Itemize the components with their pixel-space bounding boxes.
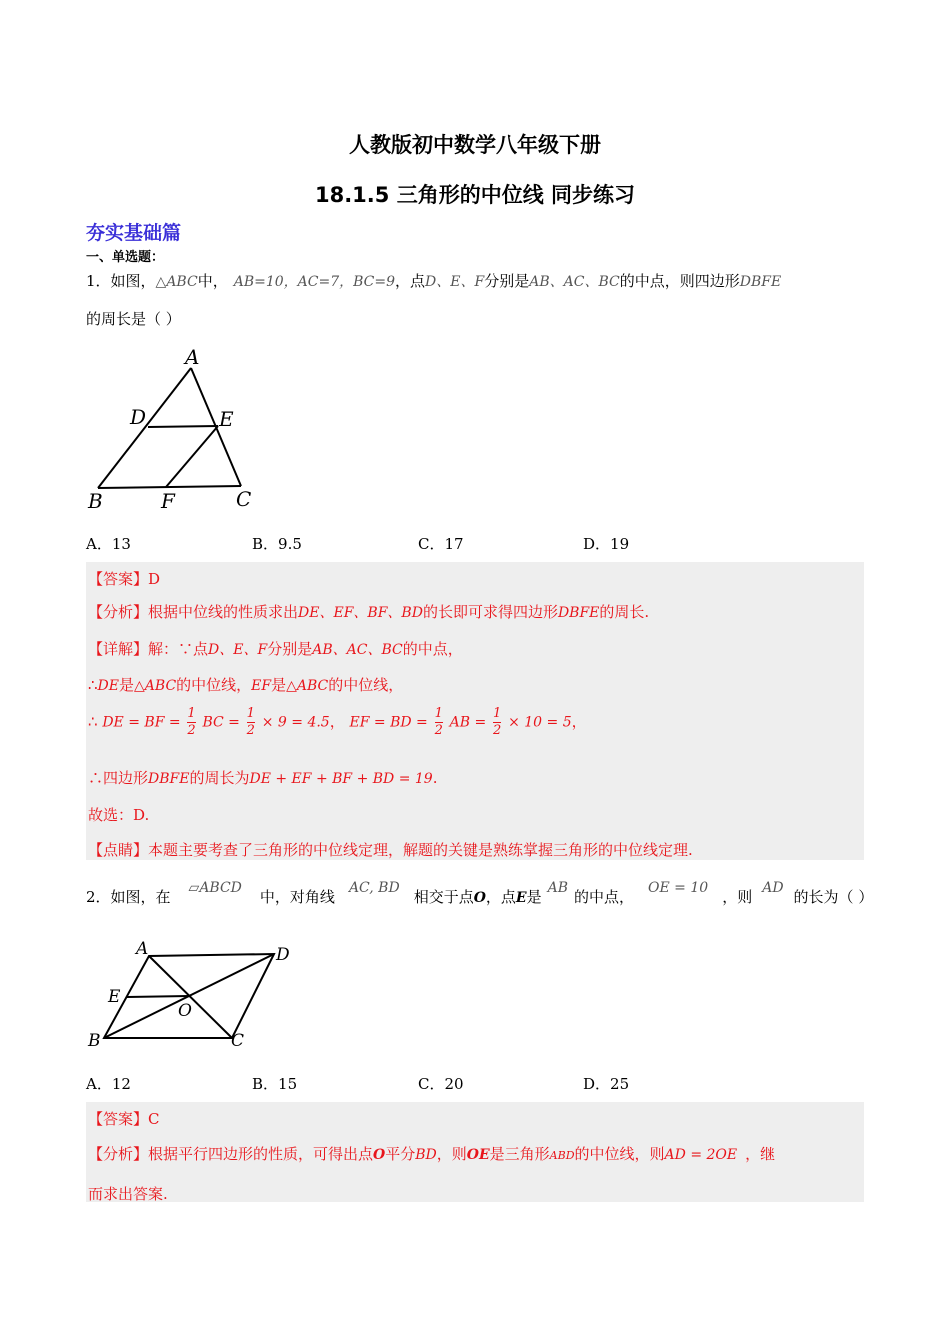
q2-stem: 2．如图，在 ▱ABCD 中，对角线 AC, BD 相交于点O，点E是 AB 的中点， OE = 10 ，则 AD 的长为（ ） (86, 880, 874, 906)
fraction-one-half: $\frac{1}{2}$ (434, 706, 443, 738)
q1-option-d[interactable]: D．19 (583, 535, 630, 553)
q1-text: 分别是 (484, 272, 530, 290)
q2-analysis-line2: 而求出答案. (88, 1185, 168, 1203)
q1-values: AB=10，AC=7，BC=9 (233, 274, 396, 290)
fraction-one-half: $\frac{1}{2}$ (246, 706, 255, 738)
label-d: D (276, 945, 290, 965)
q1-detail-line1: 【详解】解：∵点D、E、F分别是AB、AC、BC的中点， (88, 640, 463, 658)
label-b: B (88, 489, 103, 513)
label-e: E (108, 987, 121, 1007)
label-o: O (178, 1001, 192, 1021)
q2-option-a[interactable]: A．12 (86, 1075, 131, 1093)
q2-answer: 【答案】C (88, 1110, 160, 1128)
segment-de (148, 426, 218, 427)
q1-detail-line4: ∴四边形DBFE的周长为DE + EF + BF + BD = 19. (88, 769, 438, 787)
segment-ef (166, 426, 218, 487)
q2-analysis-line1: 【分析】根据平行四边形的性质，可得出点O平分BD，则OE是三角形ABD的中位线，则AD = 2OE ，继 (88, 1145, 776, 1163)
q1-detail-line2: ∴DE是△ABC的中位线，EF是△ABC的中位线， (88, 676, 404, 694)
q1-triangle-figure (86, 342, 266, 517)
q1-review: 【点睛】本题主要考查了三角形的中位线定理，解题的关键是熟练掌握三角形的中位线定理. (88, 841, 693, 859)
q1-text: 中， (197, 272, 228, 290)
page-title: 人教版初中数学八年级下册 (349, 133, 601, 157)
q1-stem-line2: 的周长是（ ） (86, 310, 181, 328)
fraction-one-half: $\frac{1}{2}$ (187, 706, 196, 738)
label-f: F (161, 489, 175, 513)
q2-option-d[interactable]: D．25 (583, 1075, 630, 1093)
label-d: D (130, 405, 147, 429)
q2-option-c[interactable]: C．20 (418, 1075, 464, 1093)
q1-number: 1．如图， (86, 272, 156, 290)
label-a: A (185, 345, 200, 369)
q1-segments: AB、AC、BC (529, 274, 620, 290)
page-subtitle: 18.1.5 三角形的中位线 同步练习 (314, 183, 636, 207)
q1-text: 的中点，则四边形 (619, 272, 740, 290)
q1-analysis: 【分析】根据中位线的性质求出DE、EF、BF、BD的长即可求得四边形DBFE的周长. (88, 603, 650, 621)
q2-parallelogram-figure (86, 938, 301, 1053)
label-c: C (231, 1031, 245, 1051)
q1-detail-line3: ∴ DE = BF = $\frac{1}{2}$ BC = $\frac{1}{2}$ × 9 = 4.5， EF = BD = $\frac{1}{2}$ AB = $\frac{1}{2}$ × 10 = 5， (88, 706, 587, 738)
q1-points: D、E、F (425, 274, 485, 290)
question-type-heading: 一、单选题： (86, 250, 165, 265)
side-bc (98, 486, 241, 488)
q1-option-a[interactable]: A．13 (86, 535, 131, 553)
segment-eo (126, 996, 189, 997)
q1-text: ，点 (395, 272, 426, 290)
q1-stem-line1 (86, 270, 781, 291)
label-c: C (236, 487, 252, 511)
q1-option-c[interactable]: C．17 (418, 535, 464, 553)
q1-choose: 故选：D. (88, 806, 150, 824)
fraction-one-half: $\frac{1}{2}$ (493, 706, 502, 738)
label-a: A (136, 939, 149, 959)
q1-triangle: △ABC (155, 274, 198, 290)
section-heading: 夯实基础篇 (86, 222, 182, 244)
q1-option-b[interactable]: B．9.5 (252, 535, 302, 553)
label-b: B (88, 1031, 101, 1051)
q2-option-b[interactable]: B．15 (252, 1075, 298, 1093)
label-e: E (219, 407, 234, 431)
q1-quadrilateral: DBFE (739, 274, 782, 290)
q1-answer: 【答案】D (88, 570, 161, 588)
